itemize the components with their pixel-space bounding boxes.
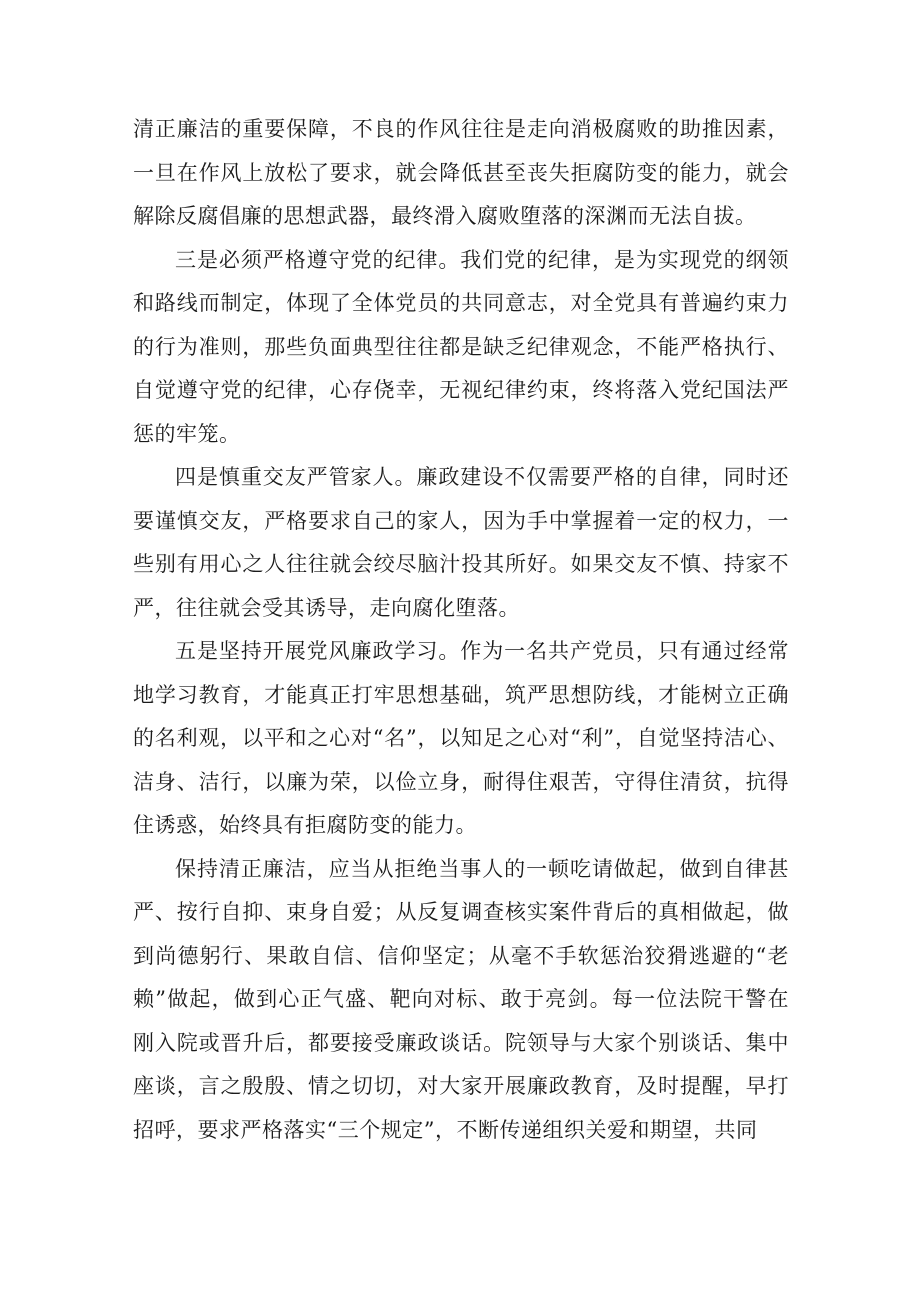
paragraph-4: 五是坚持开展党风廉政学习。作为一名共产党员，只有通过经常地学习教育，才能真正打牢思想基础，筑严思想防线，才能树立正确的名利观，以平和之心对“名”，以知足之心对“利”，自觉坚持洁心、洁身、洁行，以廉为荣，以俭立身，耐得住艰苦，守得住清贫，抗得住诱惑，始终具有拒腐防变的能力。 xyxy=(133,639,789,837)
paragraph-2: 三是必须严格遵守党的纪律。我们党的纪律，是为实现党的纲领和路线而制定，体现了全体党员的共同意志，对全党具有普遍约束力的行为准则，那些负面典型往往都是缺乏纪律观念，不能严格执行、自觉遵守党的纪律，心存侥幸，无视纪律约束，终将落入党纪国法严惩的牢笼。 xyxy=(133,247,789,446)
paragraph-1: 清正廉洁的重要保障，不良的作风往往是走向消极腐败的助推因素，一旦在作风上放松了要求，就会降低甚至丧失拒腐防变的能力，就会解除反腐倡廉的思想武器，最终滑入腐败堕落的深渊而无法自拔。 xyxy=(133,117,789,228)
document-body xyxy=(133,108,789,1152)
paragraph-3: 四是慎重交友严管家人。廉政建设不仅需要严格的自律，同时还要谨慎交友，严格要求自己的家人，因为手中掌握着一定的权力，一些别有用心之人往往就会绞尽脑汁投其所好。如果交友不慎、持家不严，往往就会受其诱导，走向腐化堕落。 xyxy=(133,465,789,620)
paragraph-5: 保持清正廉洁，应当从拒绝当事人的一顿吃请做起，做到自律甚严、按行自抑、束身自爱；从反复调查核实案件背后的真相做起，做到尚德躬行、果敢自信、信仰坚定；从毫不手软惩治狡猾逃避的“老赖”做起，做到心正气盛、靶向对标、敢于亮剑。每一位法院干警在刚入院或晋升后，都要接受廉政谈话。院领导与大家个别谈话、集中座谈，言之殷殷、情之切切，对大家开展廉政教育，及时提醒，早打招呼，要求严格落实“三个规定”，不断传递组织关爱和期望，共同 xyxy=(133,856,789,1142)
